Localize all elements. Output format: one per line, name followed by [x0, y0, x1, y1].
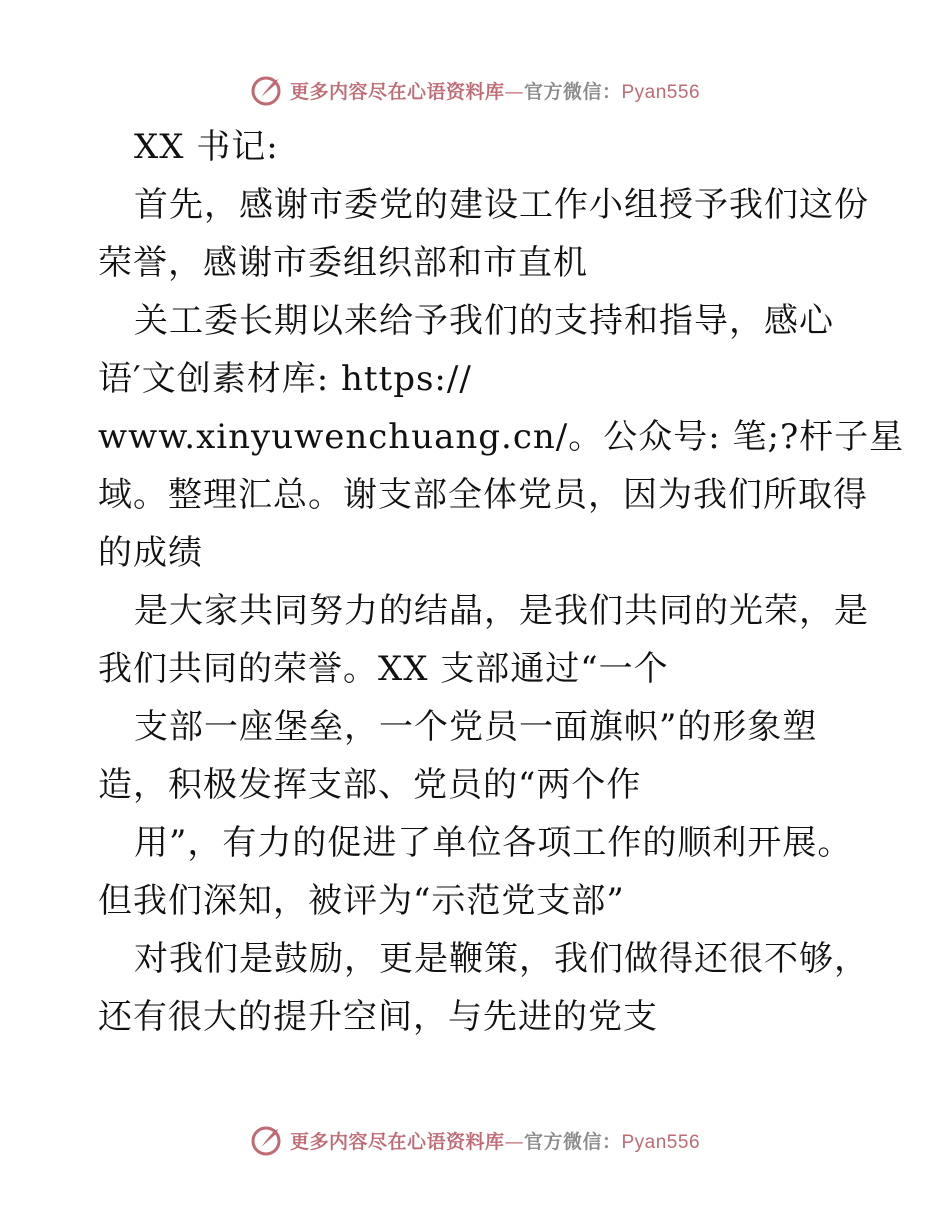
text-line: 造，积极发挥支部、党员的“两个作: [98, 765, 642, 805]
text-line: 支部一座堡垒，一个党员一面旗帜”的形象塑: [134, 707, 818, 747]
banner-site-name: 更多内容尽在心语资料库: [289, 1130, 505, 1153]
text-line: 还有很大的提升空间，与先进的党支: [98, 997, 658, 1037]
banner-dash: —: [504, 80, 524, 103]
text-line: 对我们是鼓励，更是鞭策，我们做得还很不够，: [134, 939, 869, 979]
text-line: 首先，感谢市委党的建设工作小组授予我们这份: [134, 185, 869, 225]
banner-site-name: 更多内容尽在心语资料库: [289, 80, 505, 103]
quill-logo-icon: [250, 73, 284, 107]
header-banner: [0, 70, 950, 110]
text-line: 我们共同的荣誉。XX 支部通过“一个: [98, 649, 669, 689]
banner-wechat-label: 官方微信：: [523, 1130, 622, 1153]
banner-dash: —: [504, 1130, 524, 1153]
text-line: 用”，有力的促进了单位各项工作的顺利开展。: [134, 823, 853, 863]
banner-text: [290, 1127, 700, 1154]
banner-wechat-label: 官方微信：: [523, 80, 622, 103]
text-line: 关工委长期以来给予我们的支持和指导，感心: [134, 301, 834, 341]
banner-wechat-id: Pyan556: [621, 81, 701, 103]
text-line: 荣誉，感谢市委组织部和市直机: [98, 243, 588, 283]
quill-logo-icon: [250, 1123, 284, 1157]
footer-banner: [0, 1120, 950, 1160]
text-line: www.xinyuwenchuang.cn/。公众号: 笔;?杆子星: [98, 417, 905, 457]
text-line: XX 书记:: [134, 127, 279, 167]
text-line: 域。整理汇总。谢支部全体党员，因为我们所取得: [98, 475, 868, 515]
document-body: [98, 118, 905, 1046]
text-line: 是大家共同努力的结晶，是我们共同的光荣，是: [134, 591, 869, 631]
banner-text: [290, 77, 700, 104]
text-line: 的成绩: [98, 533, 203, 573]
text-line: 语′文创素材库: https://: [98, 359, 472, 399]
banner-wechat-id: Pyan556: [621, 1131, 701, 1153]
text-line: 但我们深知，被评为“示范党支部”: [98, 881, 625, 921]
